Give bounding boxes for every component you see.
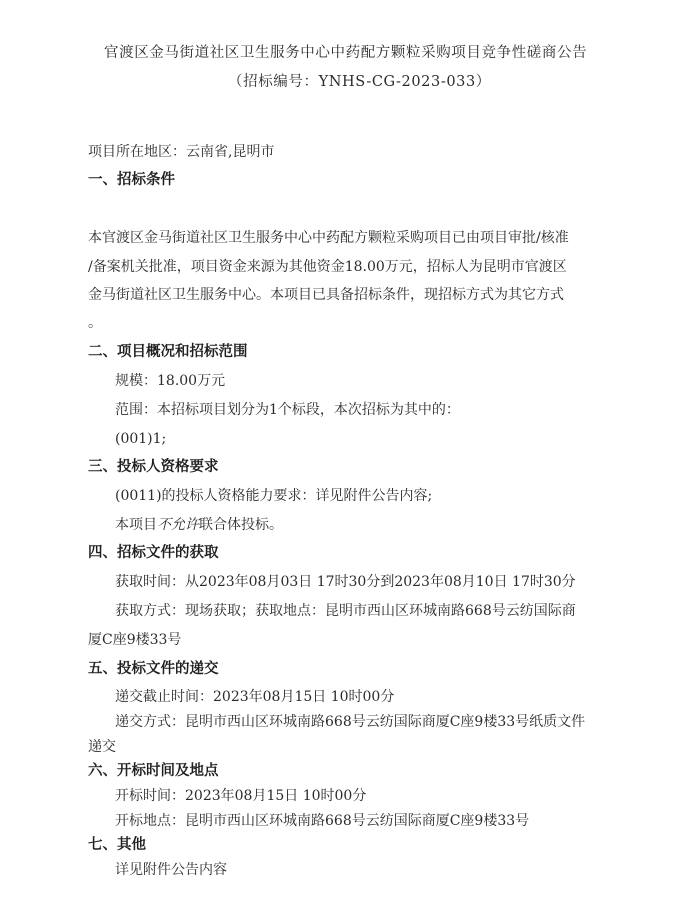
section-5-heading: 五、投标文件的递交 [88, 661, 219, 677]
submission-method-line-1: 递交方式：昆明市西山区环城南路668号云纺国际商厦C座9楼33号纸质文件 [115, 714, 586, 730]
tender-code: （招标编号：YNHS-CG-2023-033） [228, 74, 491, 90]
consortium-note [115, 516, 283, 534]
section-1-para-line-3: 金马街道社区卫生服务中心。本项目已具备招标条件，现招标方式为其它方式 [88, 287, 564, 303]
submission-method-line-2: 递交 [88, 739, 116, 755]
section-1-para-line-4: 。 [88, 315, 102, 331]
acquire-method-line-1: 获取方式：现场获取；获取地点：昆明市西山区环城南路668号云纺国际商 [115, 603, 576, 619]
other-details: 详见附件公告内容 [115, 862, 227, 878]
project-location: 项目所在地区：云南省,昆明市 [88, 144, 275, 160]
section-2-heading: 二、项目概况和招标范围 [88, 344, 248, 360]
project-scale: 规模：18.00万元 [115, 373, 226, 389]
acquire-method-line-2: 厦C座9楼33号 [88, 632, 182, 648]
opening-time: 开标时间：2023年08月15日 10时00分 [115, 788, 367, 804]
bidder-requirement: (0011)的投标人资格能力要求：详见附件公告内容; [115, 488, 433, 504]
consortium-note-c: 联合体投标。 [199, 517, 283, 533]
consortium-note-b: 不允许 [157, 517, 199, 533]
consortium-note-a: 本项目 [115, 517, 157, 533]
document-title: 官渡区金马街道社区卫生服务中心中药配方颗粒采购项目竞争性磋商公告 [104, 45, 588, 61]
section-3-heading: 三、投标人资格要求 [88, 459, 219, 475]
section-1-para-line-1: 本官渡区金马街道社区卫生服务中心中药配方颗粒采购项目已由项目审批/核准 [88, 230, 569, 246]
opening-place: 开标地点：昆明市西山区环城南路668号云纺国际商厦C座9楼33号 [115, 813, 530, 829]
section-1-heading: 一、招标条件 [88, 172, 175, 188]
project-scope: 范围：本招标项目划分为1个标段，本次招标为其中的： [115, 402, 460, 418]
section-6-heading: 六、开标时间及地点 [88, 763, 219, 779]
scope-item: (001)1; [115, 431, 167, 447]
section-7-heading: 七、其他 [88, 837, 146, 853]
submission-deadline: 递交截止时间：2023年08月15日 10时00分 [115, 689, 395, 705]
section-4-heading: 四、招标文件的获取 [88, 545, 219, 561]
section-1-para-line-2: /备案机关批准，项目资金来源为其他资金18.00万元，招标人为昆明市官渡区 [88, 259, 567, 275]
acquire-time: 获取时间：从2023年08月03日 17时30分到2023年08月10日 17时30分 [115, 574, 576, 590]
